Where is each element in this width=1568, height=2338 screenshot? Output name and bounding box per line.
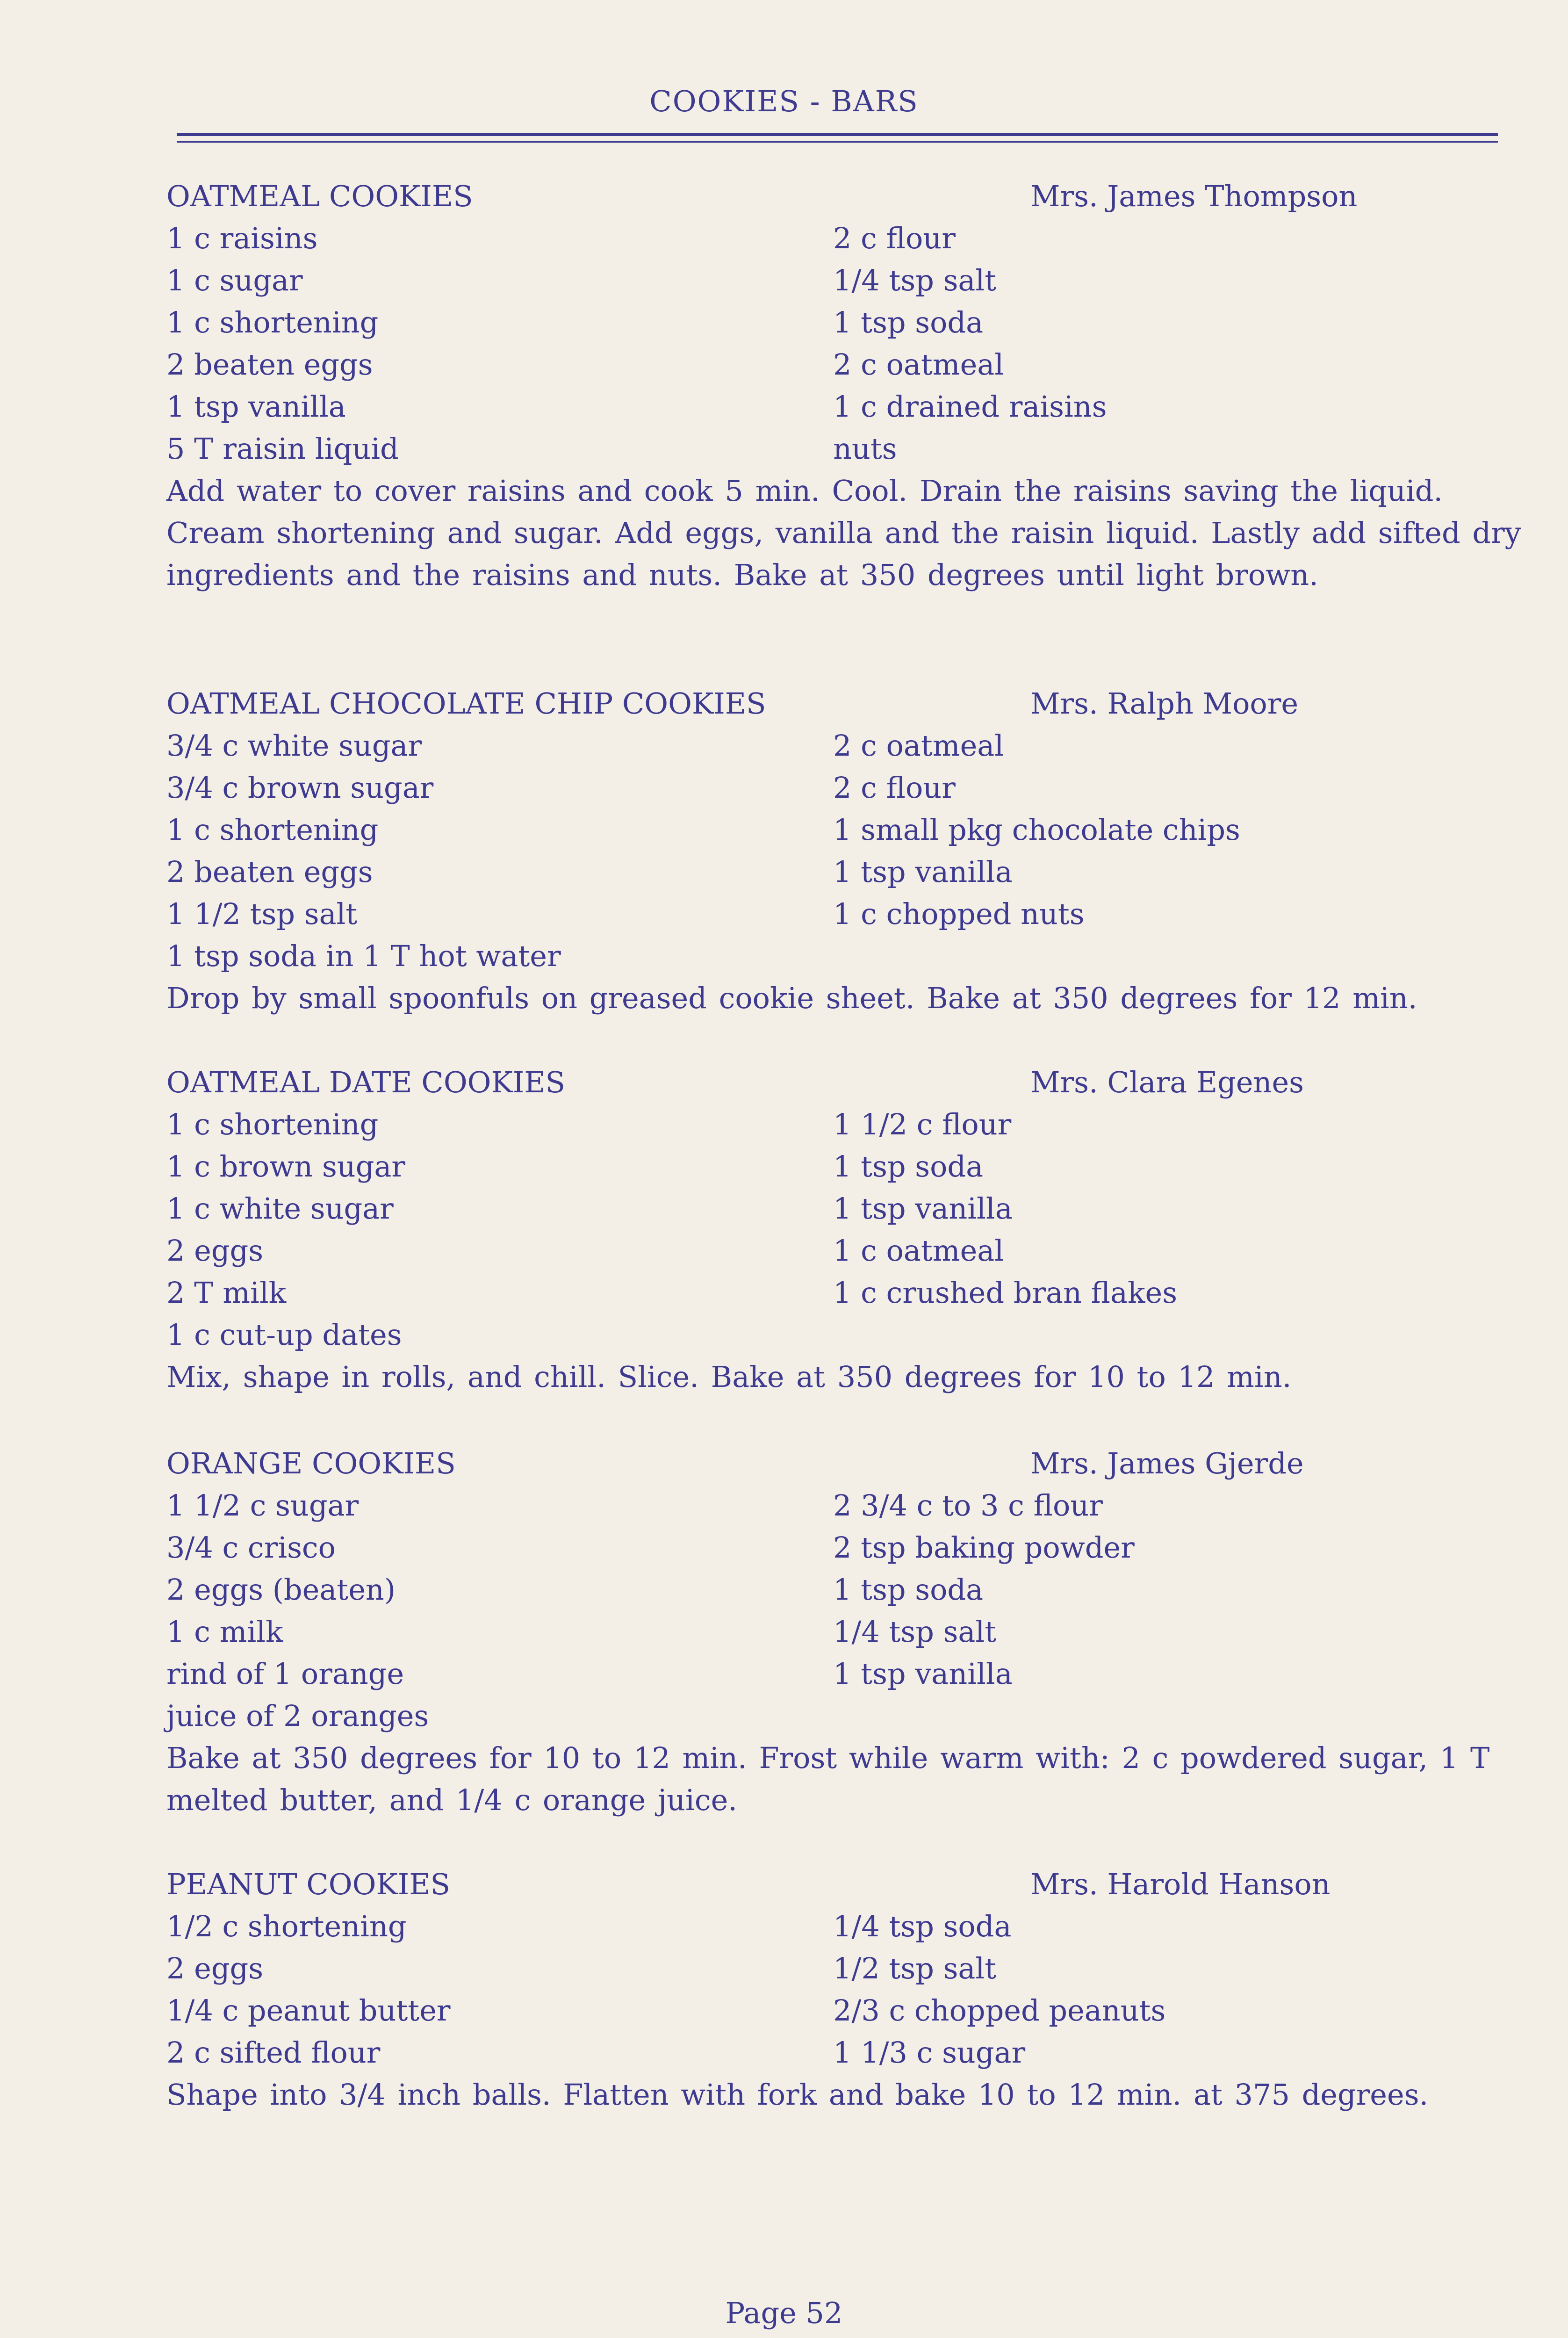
recipe-author: Mrs. James Thompson bbox=[1030, 179, 1358, 213]
ingredient-row bbox=[166, 302, 1541, 344]
ingredient-left: 1 tsp vanilla bbox=[166, 390, 346, 424]
ingredient-row bbox=[166, 1272, 1541, 1314]
ingredient-right: 1 tsp vanilla bbox=[833, 855, 1013, 889]
ingredient-row bbox=[166, 344, 1541, 386]
ingredient-left: 1 c brown sugar bbox=[166, 1149, 405, 1183]
ingredient-left: 2 beaten eggs bbox=[166, 347, 373, 382]
ingredient-right: 2 c flour bbox=[833, 221, 956, 255]
ingredient-left: 1 c raisins bbox=[166, 221, 318, 255]
ingredient-row bbox=[166, 1948, 1541, 1990]
ingredient-row bbox=[166, 428, 1541, 470]
page-number: Page 52 bbox=[725, 2296, 843, 2330]
ingredient-row bbox=[166, 1104, 1541, 1146]
ingredient-row bbox=[166, 1314, 1541, 1356]
recipe-oatmeal-chocolate-chip-cookies bbox=[166, 683, 1541, 1019]
recipe-instructions: Mix, shape in rolls, and chill. Slice. Bake at 350 degrees for 10 to 12 min. bbox=[166, 1360, 1292, 1394]
ingredient-left: 1 c shortening bbox=[166, 305, 379, 339]
ingredient-right: 2 c flour bbox=[833, 771, 956, 805]
ingredient-row bbox=[166, 1188, 1541, 1230]
recipe-title: OATMEAL COOKIES bbox=[166, 179, 473, 213]
ingredient-right: 2 c oatmeal bbox=[833, 347, 1004, 382]
ingredient-left: juice of 2 oranges bbox=[166, 1699, 429, 1733]
recipe-title: OATMEAL DATE COOKIES bbox=[166, 1065, 566, 1099]
ingredient-right: 1/4 tsp soda bbox=[833, 1909, 1012, 1943]
ingredient-right: 2 tsp baking powder bbox=[833, 1530, 1135, 1565]
ingredient-left: 2 eggs bbox=[166, 1951, 264, 1985]
ingredient-left: 1/4 c peanut butter bbox=[166, 1993, 451, 2028]
recipe-title: PEANUT COOKIES bbox=[166, 1867, 450, 1901]
ingredient-left: 1 1/2 tsp salt bbox=[166, 897, 358, 931]
ingredient-left: 2 eggs (beaten) bbox=[166, 1573, 396, 1607]
ingredient-left: 3/4 c white sugar bbox=[166, 729, 422, 763]
ingredient-row bbox=[166, 2032, 1541, 2074]
ingredient-row bbox=[166, 725, 1541, 767]
recipe-orange-cookies bbox=[166, 1443, 1541, 1821]
ingredient-row bbox=[166, 1905, 1541, 1948]
header-rule-thick bbox=[177, 133, 1498, 136]
ingredient-left: 2 beaten eggs bbox=[166, 855, 373, 889]
ingredient-row bbox=[166, 1695, 1541, 1737]
recipe-title: OATMEAL CHOCOLATE CHIP COOKIES bbox=[166, 686, 766, 721]
ingredient-left: rind of 1 orange bbox=[166, 1657, 404, 1691]
ingredient-right: 1/4 tsp salt bbox=[833, 263, 997, 297]
ingredient-left: 3/4 c brown sugar bbox=[166, 771, 434, 805]
header-rule-thin bbox=[177, 141, 1498, 143]
ingredient-right: 1 c oatmeal bbox=[833, 1234, 1004, 1268]
ingredient-row bbox=[166, 1230, 1541, 1272]
ingredient-left: 3/4 c crisco bbox=[166, 1530, 336, 1565]
recipe-oatmeal-cookies bbox=[166, 175, 1541, 596]
ingredient-right: 1 1/3 c sugar bbox=[833, 2035, 1026, 2070]
ingredient-row bbox=[166, 1527, 1541, 1569]
ingredient-row bbox=[166, 260, 1541, 302]
ingredient-row bbox=[166, 1146, 1541, 1188]
ingredient-row bbox=[166, 809, 1541, 851]
ingredient-right: 1 tsp vanilla bbox=[833, 1191, 1013, 1226]
ingredient-left: 1 c sugar bbox=[166, 263, 303, 297]
ingredient-left: 1 1/2 c sugar bbox=[166, 1488, 359, 1523]
ingredient-left: 1 c white sugar bbox=[166, 1191, 394, 1226]
ingredient-right: 1 c crushed bran flakes bbox=[833, 1276, 1178, 1310]
ingredient-right: 1 tsp soda bbox=[833, 1573, 984, 1607]
ingredient-right: 1 c drained raisins bbox=[833, 390, 1107, 424]
ingredient-right: 1 1/2 c flour bbox=[833, 1107, 1012, 1141]
ingredient-row bbox=[166, 1653, 1541, 1695]
ingredient-right: 1 c chopped nuts bbox=[833, 897, 1085, 931]
recipe-author: Mrs. Clara Egenes bbox=[1030, 1065, 1304, 1099]
recipe-author: Mrs. Ralph Moore bbox=[1030, 686, 1299, 721]
recipe-instructions: Drop by small spoonfuls on greased cookie sheet. Bake at 350 degrees for 12 min. bbox=[166, 981, 1417, 1015]
ingredient-row bbox=[166, 935, 1541, 977]
page-header-title: COOKIES - BARS bbox=[649, 84, 919, 118]
ingredient-row bbox=[166, 386, 1541, 428]
ingredient-row bbox=[166, 1611, 1541, 1653]
ingredient-left: 1 tsp soda in 1 T hot water bbox=[166, 939, 561, 973]
ingredient-right: 1 tsp soda bbox=[833, 1149, 984, 1183]
ingredient-right: 1 tsp vanilla bbox=[833, 1657, 1013, 1691]
ingredient-left: 1 c shortening bbox=[166, 813, 379, 847]
ingredient-left: 5 T raisin liquid bbox=[166, 432, 399, 466]
ingredient-left: 2 T milk bbox=[166, 1276, 287, 1310]
recipe-instructions: Bake at 350 degrees for 10 to 12 min. Frost while warm with: 2 c powdered sugar, 1 T melted butter, and 1/4 c orange juice. bbox=[166, 1741, 1490, 1817]
ingredient-left: 1 c milk bbox=[166, 1615, 283, 1649]
ingredient-left: 2 c sifted flour bbox=[166, 2035, 381, 2070]
recipe-instructions: Shape into 3/4 inch balls. Flatten with fork and bake 10 to 12 min. at 375 degrees. bbox=[166, 2078, 1429, 2112]
ingredient-row bbox=[166, 851, 1541, 893]
recipe-peanut-cookies bbox=[166, 1863, 1541, 2116]
ingredient-left: 1 c cut-up dates bbox=[166, 1318, 402, 1352]
ingredient-row bbox=[166, 217, 1541, 260]
ingredient-row bbox=[166, 1569, 1541, 1611]
ingredient-row bbox=[166, 893, 1541, 935]
ingredient-right: 1 tsp soda bbox=[833, 305, 984, 339]
recipe-oatmeal-date-cookies bbox=[166, 1061, 1541, 1398]
ingredient-right: 2 3/4 c to 3 c flour bbox=[833, 1488, 1103, 1523]
ingredient-right: 2 c oatmeal bbox=[833, 729, 1004, 763]
ingredient-right: 2/3 c chopped peanuts bbox=[833, 1993, 1166, 2028]
ingredient-row bbox=[166, 1990, 1541, 2032]
ingredient-row bbox=[166, 767, 1541, 809]
recipe-author: Mrs. James Gjerde bbox=[1030, 1446, 1304, 1480]
ingredient-left: 2 eggs bbox=[166, 1234, 264, 1268]
recipe-instructions: Add water to cover raisins and cook 5 min. Cool. Drain the raisins saving the liquid. Cream shortening and sugar. Add eggs, vanilla and the raisin liquid. Lastly add sifted dry ingredients and the raisins and nuts. Bake at 350 degrees until light brown. bbox=[166, 474, 1521, 592]
ingredient-right: nuts bbox=[833, 432, 897, 466]
ingredient-left: 1/2 c shortening bbox=[166, 1909, 407, 1943]
ingredient-right: 1/4 tsp salt bbox=[833, 1615, 997, 1649]
ingredient-left: 1 c shortening bbox=[166, 1107, 379, 1141]
recipe-title: ORANGE COOKIES bbox=[166, 1446, 456, 1480]
recipe-author: Mrs. Harold Hanson bbox=[1030, 1867, 1331, 1901]
ingredient-right: 1/2 tsp salt bbox=[833, 1951, 997, 1985]
ingredient-row bbox=[166, 1485, 1541, 1527]
ingredient-right: 1 small pkg chocolate chips bbox=[833, 813, 1240, 847]
